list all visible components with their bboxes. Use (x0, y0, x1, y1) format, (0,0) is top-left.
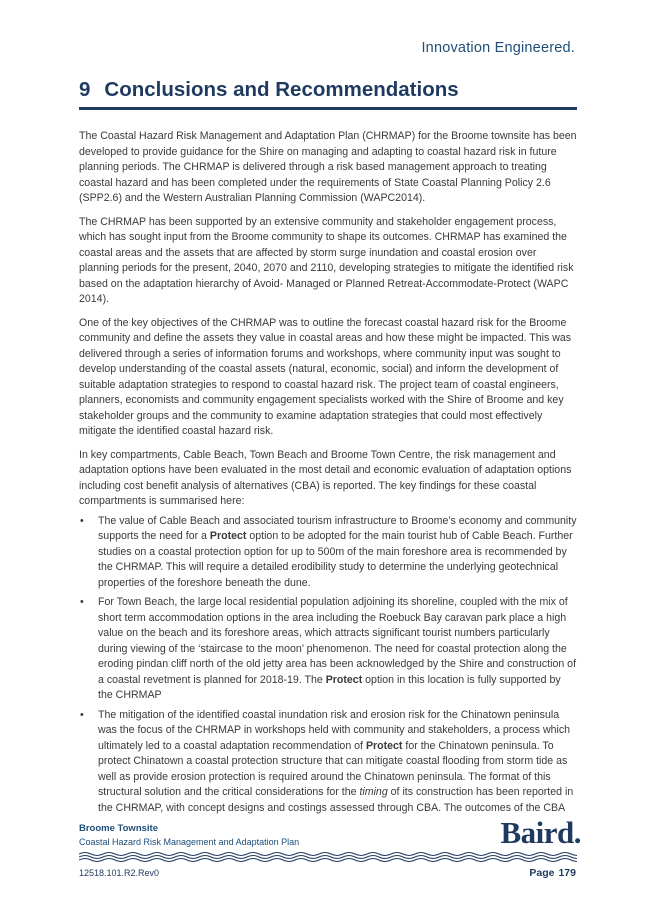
paragraph: The Coastal Hazard Risk Management and Adaptation Plan (CHRMAP) for the Broome townsite has been developed to provide guidance for the Shire on managing and adapting to coastal hazard risk in future planning periods. The CHRMAP is delivered through a risk based management approach to treating coastal hazard and has been completed under the requirements of State Coastal Planning Policy 2.6 (SPP2.6) and the Western Australian Planning Commission (WAPC2014). (79, 130, 577, 204)
footer-document-title: Coastal Hazard Risk Management and Adaptation Plan (79, 837, 300, 847)
bullet-text: for the Chinatown peninsula. To protect Chinatown a coastal protection structure that can mitigate coastal flooding from storm tide as well as provide erosion protection is required around the Chinatown peninsula. The format of this structural solution and the critical considerations for the (98, 739, 568, 798)
document-number: 12518.101.R2.Rev0 (79, 868, 160, 878)
bullet-text: of its construction has been reported in the CHRMAP, with concept designs and costings assessed through CBA. The outcomes of the CBA (98, 786, 574, 814)
heading-rule (79, 107, 577, 110)
footer-project: Broome Townsite (79, 823, 158, 834)
bullet-text: The value of Cable Beach and associated tourism infrastructure to Broome’s economy and community supports the need for a (98, 514, 577, 542)
bullet-emphasis: Protect (325, 673, 363, 686)
findings-list (79, 514, 577, 817)
bullet-emphasis: Protect (365, 739, 403, 752)
section-title: Conclusions and Recommendations (104, 78, 459, 101)
wave-divider-icon (79, 851, 577, 863)
baird-logo: Baird. (500, 815, 581, 850)
paragraph: The CHRMAP has been supported by an extensive community and stakeholder engagement process, which has sought input from the Broome community to shape its outcomes. CHRMAP has examined the coastal areas and the assets that are affected by storm surge inundation and coastal erosion over planning periods for the present, 2040, 2070 and 2110, developing strategies to mitigate the identified risk based on the adaptation hierarchy of Avoid- Managed or Planned Retreat-Accommodate-Protect (WAPC 2014). (79, 215, 574, 305)
body-content (79, 129, 577, 820)
section-heading (79, 78, 459, 102)
page-indicator (529, 867, 576, 879)
page-number: 179 (558, 867, 576, 879)
bullet-italic: timing (359, 786, 388, 798)
section-number: 9 (79, 78, 91, 101)
paragraph: In key compartments, Cable Beach, Town Beach and Broome Town Centre, the risk management and adaptation options have been evaluated in the most detail and economic evaluation of adaptation options including cost benefit analysis of alternatives (CBA) is reported. The key findings for these coastal compartments is summarised here: (79, 448, 572, 507)
bullet-text: option to be adopted for the main tourist hub of Cable Beach. Further studies on a coastal protection option for up to 500m of the main foreshore area is recommended by the CHRMAP. This will require a detailed erodibility study to determine the underlying geotechnical properties of the foreshore beneath the dune. (98, 530, 573, 589)
page-label: Page (529, 867, 555, 879)
bullet-text: The mitigation of the identified coastal inundation risk and erosion risk for the Chinatown peninsula was the focus of the CHRMAP in workshops held with community and stakeholders, a process which ultimately led to a coastal adaptation recommendation of (98, 708, 571, 752)
header-tagline: Innovation Engineered. (421, 40, 575, 56)
list-item (79, 708, 577, 817)
bullet-text: For Town Beach, the large local residential population adjoining its shoreline, coupled with the mix of short term accommodation options in the area including the Roebuck Bay caravan park place a high value on the beach and its foreshore areas, which attracts significant tourist numbers particularly during viewing of the ‘staircase to the moon’ phenomenon. The need for coastal protection along the eroding pindan cliff north of the old jetty area has been acknowledged by the Shire and construction of a coastal revetment is planned for 2018-19. The (98, 596, 577, 686)
list-item (79, 514, 577, 592)
bullet-emphasis: Protect (209, 530, 247, 542)
list-item (79, 595, 577, 704)
paragraph: One of the key objectives of the CHRMAP was to outline the forecast coastal hazard risk for the Broome community and define the assets they value in coastal areas and how these might be impacted. This was delivered through a series of information forums and workshops, where community input was sought to develop understanding of the coastal assets (natural, economic, social) and inform the development of suitable adaptation strategies to respond to coastal hazard risk. The project team of coastal engineers, planners, economists and community engagement specialists worked with the Shire of Broome and key stakeholder groups and the community to examine adaptation strategies that could most effectively mitigate the identified coastal hazard risk. (79, 316, 572, 437)
bullet-text: option in this location is fully supported by the CHRMAP (98, 673, 561, 701)
